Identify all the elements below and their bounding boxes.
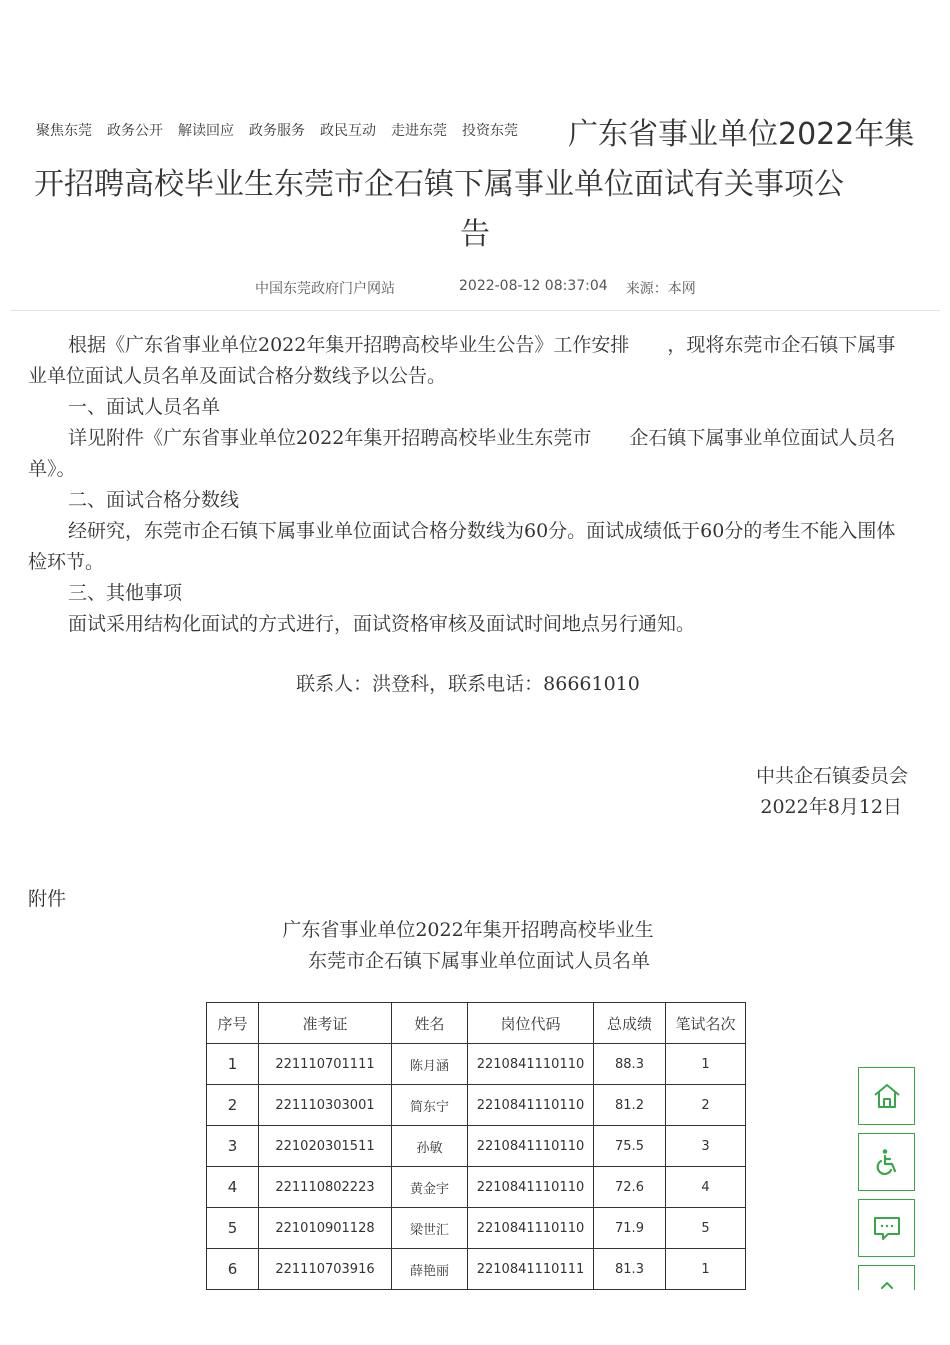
table-row: [207, 1249, 746, 1290]
cell-name: 薛艳丽: [392, 1249, 468, 1290]
cell-rank: 1: [666, 1249, 746, 1290]
cell-no: 4: [207, 1167, 259, 1208]
cell-post-code: 2210841110110: [468, 1126, 594, 1167]
signature: 中共企石镇委员会: [755, 765, 908, 787]
cell-post-code: 2210841110110: [468, 1167, 594, 1208]
paragraph-score: 经研究，东莞市企石镇下属事业单位面试合格分数线为60分。面试成绩低于60分的考生不能入围体检环节。: [28, 520, 896, 573]
accessibility-icon: [872, 1147, 902, 1177]
cell-no: 1: [207, 1044, 259, 1085]
cell-name: 陈月涵: [392, 1044, 468, 1085]
cell-name: 孙敏: [392, 1126, 468, 1167]
cell-no: 2: [207, 1085, 259, 1126]
article-meta: [255, 278, 696, 298]
cell-total: 81.3: [594, 1249, 666, 1290]
cell-ticket: 221110703916: [259, 1249, 392, 1290]
cell-name: 简东宁: [392, 1085, 468, 1126]
cell-name: 黄金宇: [392, 1167, 468, 1208]
cell-total: 71.9: [594, 1208, 666, 1249]
title-line-1: 广东省事业单位2022年集: [568, 117, 915, 152]
table-row: [207, 1126, 746, 1167]
col-header-rank: 笔试名次: [666, 1003, 746, 1044]
title-line-3: 告: [460, 217, 490, 252]
table-header-row: [207, 1003, 746, 1044]
cell-ticket: 221020301511: [259, 1126, 392, 1167]
nav-item-invest[interactable]: 投资东莞: [462, 123, 518, 139]
message-button[interactable]: [858, 1199, 915, 1257]
cell-total: 72.6: [594, 1167, 666, 1208]
col-header-total: 总成绩: [594, 1003, 666, 1044]
meta-site: 中国东莞政府门户网站: [255, 281, 395, 297]
col-header-name: 姓名: [392, 1003, 468, 1044]
cell-rank: 1: [666, 1044, 746, 1085]
cell-rank: 3: [666, 1126, 746, 1167]
home-icon: [872, 1081, 902, 1111]
message-icon: [872, 1213, 902, 1243]
attachment-title-1: 广东省事业单位2022年集开招聘高校毕业生: [282, 919, 654, 941]
interview-roster-table: [206, 1002, 746, 1331]
cell-post-code: 2210841110111: [468, 1249, 594, 1290]
cell-rank: 4: [666, 1167, 746, 1208]
meta-source: 来源：本网: [625, 281, 696, 297]
heading-2: 二、面试合格分数线: [68, 489, 240, 511]
cell-rank: 5: [666, 1208, 746, 1249]
home-button[interactable]: [858, 1067, 915, 1125]
back-to-top-button[interactable]: [858, 1265, 915, 1290]
contact-info: 联系人：洪登科，联系电话：86661010: [296, 673, 640, 695]
nav-item-focus[interactable]: 聚焦东莞: [36, 123, 92, 139]
attachment-title-2: 东莞市企石镇下属事业单位面试人员名单: [307, 950, 650, 972]
table-row: [207, 1085, 746, 1126]
cell-name: 梁世汇: [392, 1208, 468, 1249]
cell-total: 75.5: [594, 1126, 666, 1167]
back-to-top-icon: [877, 1274, 897, 1290]
meta-time: 2022-08-12 08:37:04: [459, 278, 608, 294]
page-title: [30, 110, 920, 260]
paragraph-list: 详见附件《广东省事业单位2022年集开招聘高校毕业生东莞市 企石镇下属事业单位面试人员名单》。: [28, 427, 896, 480]
nav-item-gov-services[interactable]: 政务服务: [249, 123, 305, 139]
cell-total: 81.2: [594, 1085, 666, 1126]
cell-ticket: 221110303001: [259, 1085, 392, 1126]
divider: [10, 310, 940, 311]
cell-rank: 2: [666, 1085, 746, 1126]
cell-post-code: 2210841110110: [468, 1044, 594, 1085]
accessibility-button[interactable]: [858, 1133, 915, 1191]
col-header-ticket: 准考证: [259, 1003, 392, 1044]
cell-ticket: 221110802223: [259, 1167, 392, 1208]
heading-1: 一、面试人员名单: [68, 396, 221, 418]
cell-post-code: 2210841110110: [468, 1085, 594, 1126]
sign-date: 2022年8月12日: [760, 796, 902, 818]
table-row: [207, 1208, 746, 1249]
cell-total: 88.3: [594, 1044, 666, 1085]
table-row: [207, 1044, 746, 1085]
heading-3: 三、其他事项: [68, 582, 183, 604]
paragraph-intro: 根据《广东省事业单位2022年集开招聘高校毕业生公告》工作安排 ，现将东莞市企石镇下属事业单位面试人员名单及面试合格分数线予以公告。: [28, 334, 896, 387]
cell-ticket: 221010901128: [259, 1208, 392, 1249]
cell-no: 3: [207, 1126, 259, 1167]
cell-no: 5: [207, 1208, 259, 1249]
table-row: [207, 1167, 746, 1208]
attachment-label: 附件: [28, 888, 67, 910]
col-header-post-code: 岗位代码: [468, 1003, 594, 1044]
col-header-no: 序号: [207, 1003, 259, 1044]
paragraph-other: 面试采用结构化面试的方式进行，面试资格审核及面试时间地点另行通知。: [68, 613, 696, 635]
title-line-2: 开招聘高校毕业生东莞市企石镇下属事业单位面试有关事项公: [34, 167, 844, 202]
nav-item-gov-affairs[interactable]: 政务公开: [107, 123, 163, 139]
cell-post-code: 2210841110110: [468, 1208, 594, 1249]
cell-ticket: 221110701111: [259, 1044, 392, 1085]
viewport-bottom-mask: [0, 1290, 950, 1345]
nav-item-interaction[interactable]: 政民互动: [320, 123, 376, 139]
nav-item-interpretation[interactable]: 解读回应: [178, 123, 234, 139]
cell-no: 6: [207, 1249, 259, 1290]
article-body: [28, 330, 908, 977]
nav-item-about[interactable]: 走进东莞: [391, 123, 447, 139]
